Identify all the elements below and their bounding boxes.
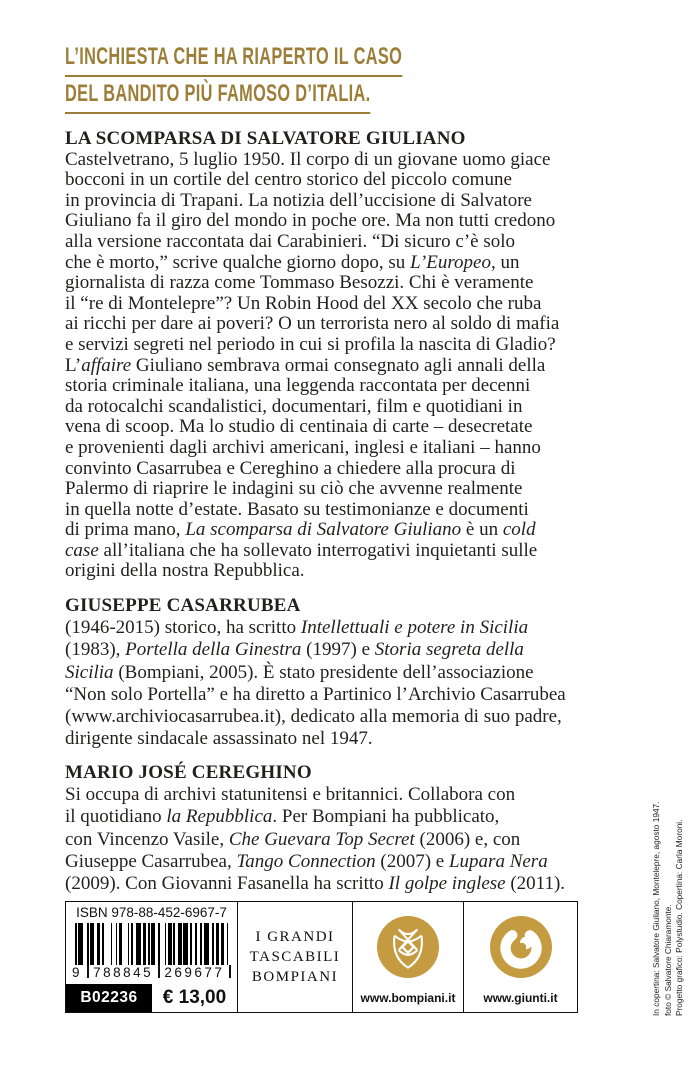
author2-text: Si occupa di archivi statunitensi e britannici. Collabora con il quotidiano la Repubblica. Per Bompiani ha pubblicato, con Vincenzo Vasile, Che Guevara Top Secret (2006) e, con Giuseppe Casarrubea, Tango Connection (2007) e Lupara Nera (2009). Con Giovanni Fasanella ha scritto Il golpe inglese (2011).	[65, 784, 566, 895]
barcode-digit-group: 9	[72, 965, 83, 980]
barcode-guard	[87, 965, 89, 978]
bompiani-rose-icon	[377, 916, 439, 983]
author2-name: MARIO JOSÉ CEREGHINO	[65, 762, 312, 783]
barcode-cell	[66, 902, 238, 1012]
barcode-digit-group: 269677	[164, 965, 225, 980]
bompiani-url-label: www.bompiani.it	[360, 991, 456, 1005]
imprint-cell	[238, 902, 353, 1012]
barcode-guard	[158, 965, 160, 978]
price-row	[66, 984, 237, 1012]
headline-banner	[65, 40, 561, 114]
author-bio-cereghino	[65, 762, 565, 895]
giunti-url-label: www.giunti.it	[483, 991, 558, 1005]
price-label: € 13,00	[162, 987, 227, 1008]
giunti-cell	[464, 902, 577, 1012]
isbn-label: ISBN 978-88-452-6967-7	[76, 905, 227, 920]
imprint-label: I GRANDI TASCABILI BOMPIANI	[249, 929, 341, 985]
synopsis-text: Castelvetrano, 5 luglio 1950. Il corpo di un giovane uomo giace bocconi in un cortile del centro storico del piccolo comune in provincia di Trapani. La notizia dell’uccisione di Salvatore Giuliano fa il giro del mondo in poche ore. Ma non tutti credono alla versione raccontata dai Carabinieri. “Di sicuro c’è solo che è morto,” scrive qualche giorno dopo, su L’Europeo, un giornalista di razza come Tommaso Besozzi. Chi è veramente il “re di Montelepre”? Un Robin Hood del XX secolo che ruba ai ricchi per dare ai poveri? O un terrorista nero al soldo di mafia e servizi segreti nel periodo in cui si profila la nascita di Gladio? L’affaire Giuliano sembrava ormai consegnato agli annali della storia criminale italiana, una leggenda raccontata per decenni da rotocalchi scandalistici, documentari, film e quotidiani in vena di scoop. Ma lo studio di centinaia di carte – desecretate e provenienti dagli archivi americani, inglesi e italiani – hanno convinto Casarrubea e Cereghino a chiedere alla procura di Palermo di riaprire le indagini su ciò che avvenne realmente in quella notte d’estate. Basato su testimonianze e documenti di prima mano, La scomparsa di Salvatore Giuliano è un cold case all’italiana che ha sollevato interrogativi inquietanti sulle origini della nostra Repubblica.	[65, 148, 560, 582]
footer-box	[65, 901, 578, 1013]
credits-sidebar: In copertina: Salvatore Giuliano, Montelepre, agosto 1947. foto © Salvatore Chiaramonte. Progetto grafico: Polystudio. Copertina: Carla Moroni.	[651, 801, 684, 1016]
author-bio-casarrubea	[65, 595, 566, 750]
headline-line1: L’INCHIESTA CHE HA RIAPERTO IL CASO	[65, 40, 402, 77]
author1-text: (1946-2015) storico, ha scritto Intellettuali e potere in Sicilia (1983), Portella della Ginestra (1997) e Storia segreta della Sicilia (Bompiani, 2005). È stato presidente dell’associazione “Non solo Portella” e ha diretto a Partinico l’Archivio Casarrubea (www.archiviocasarrubea.it), dedicato alla memoria di suo padre, dirigente sindacale assassinato nel 1947.	[65, 617, 566, 750]
author1-name: GIUSEPPE CASARRUBEA	[65, 595, 301, 616]
product-code-badge: B02236	[66, 984, 152, 1012]
barcode-guard	[229, 965, 231, 978]
giunti-g-swirl-icon	[490, 916, 552, 983]
barcode	[75, 923, 228, 965]
barcode-digits	[72, 965, 231, 982]
headline-line2: DEL BANDITO PIÙ FAMOSO D’ITALIA.	[65, 77, 371, 114]
synopsis-title: LA SCOMPARSA DI SALVATORE GIULIANO	[65, 128, 466, 149]
bompiani-cell	[353, 902, 464, 1012]
synopsis-paragraph	[65, 129, 559, 582]
barcode-digit-group: 788845	[93, 965, 154, 980]
